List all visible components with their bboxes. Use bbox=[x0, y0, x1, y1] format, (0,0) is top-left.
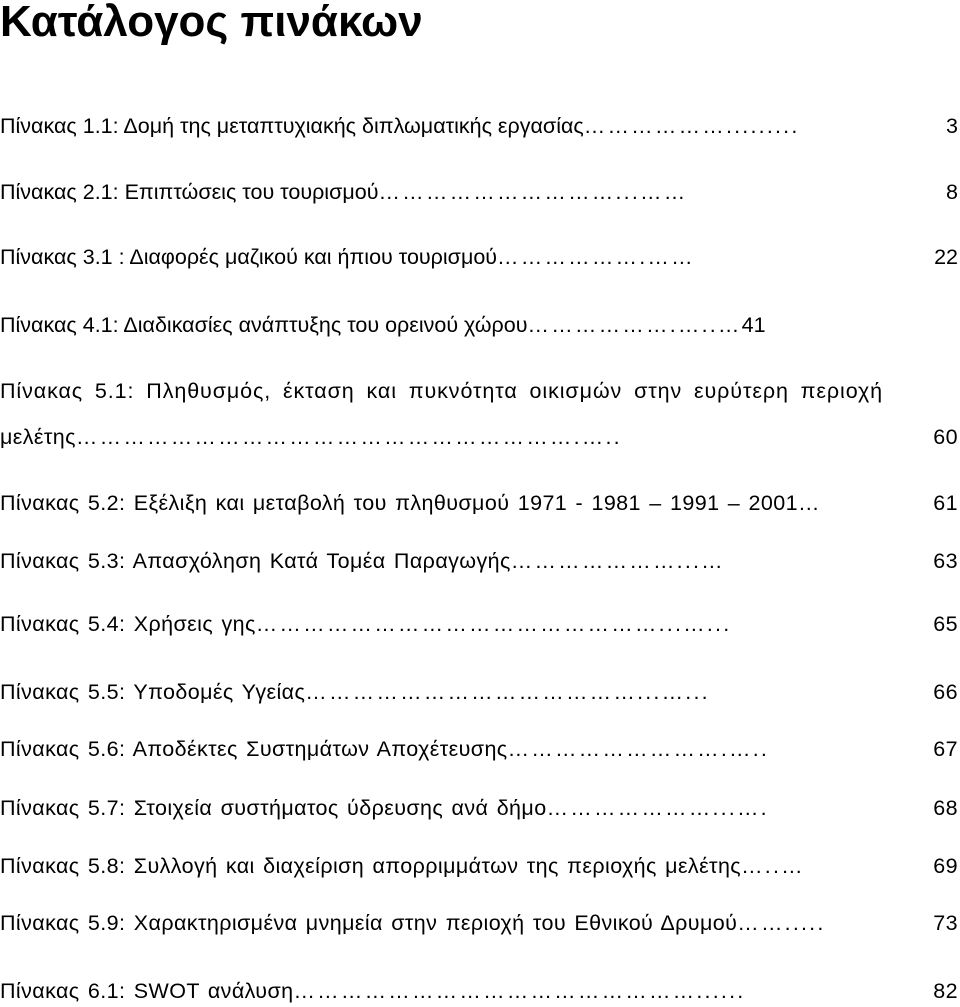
entry-label: Πίνακας 5.3: Απασχόληση Κατά Τομέα Παραγωγής bbox=[0, 549, 511, 573]
list-item-line-2 bbox=[0, 424, 958, 451]
entry-page-number: 68 bbox=[933, 796, 958, 820]
entry-dots: …………………...…. bbox=[546, 796, 769, 820]
entry-label: Πίνακας 5.7: Στοιχεία συστήματος ύδρευσης ανά δήμο bbox=[0, 796, 547, 820]
entry-dots: …………………...… bbox=[510, 549, 725, 573]
entry-dots: ……………….…… bbox=[497, 245, 695, 269]
list-item bbox=[0, 978, 958, 1005]
entry-label: Πίνακας 5.9: Χαρακτηρισμένα μνημεία στην περιοχή του Εθνικού Δρυμού bbox=[0, 911, 738, 935]
entry-page-number: 41 bbox=[741, 313, 766, 337]
entry-label: Πίνακας 3.1 : Διαφορές μαζικού και ήπιου τουρισμού bbox=[0, 245, 498, 269]
entry-label: Πίνακας 5.5: Υποδομές Υγείας bbox=[0, 680, 306, 704]
list-item bbox=[0, 611, 958, 638]
entry-dots: ……………………………………………...…... bbox=[255, 612, 732, 636]
entry-label: Πίνακας 2.1: Επιπτώσεις του τουρισμού bbox=[0, 180, 379, 204]
entry-dots: ……..... bbox=[737, 911, 826, 935]
list-item bbox=[0, 853, 958, 880]
list-item bbox=[0, 244, 958, 271]
entry-page-number: 22 bbox=[934, 245, 958, 269]
list-item bbox=[0, 312, 766, 339]
entry-dots: …………………………...…… bbox=[378, 180, 688, 204]
entry-page-number: 73 bbox=[933, 911, 958, 935]
entry-page-number: 61 bbox=[933, 491, 958, 515]
list-item bbox=[0, 113, 958, 140]
entry-page-number: 3 bbox=[946, 114, 958, 138]
list-item-line-1 bbox=[0, 378, 958, 405]
page-title: Κατάλογος πινάκων bbox=[0, 0, 423, 46]
entry-page-number: 82 bbox=[933, 979, 958, 1003]
entry-dots: ……………………………………………………….….. bbox=[75, 425, 622, 449]
entry-dots: ……………………………………………...... bbox=[293, 979, 746, 1003]
entry-page-number: 66 bbox=[933, 680, 958, 704]
list-item bbox=[0, 736, 958, 763]
entry-label: Πίνακας 4.1: Διαδικασίες ανάπτυξης του ορεινού χώρου bbox=[0, 313, 528, 337]
entry-dots: ……………………….….. bbox=[507, 737, 770, 761]
list-item bbox=[0, 490, 958, 517]
entry-label: Πίνακας 5.8: Συλλογή και διαχείριση απορριμμάτων της περιοχής μελέτης bbox=[0, 854, 742, 878]
entry-label: Πίνακας 5.1: Πληθυσμός, έκταση και πυκνότητα οικισμών στην ευρύτερη περιοχή bbox=[0, 379, 884, 403]
entry-dots: …..… bbox=[741, 854, 805, 878]
list-item bbox=[0, 179, 958, 206]
entry-page-number: 65 bbox=[933, 612, 958, 636]
entry-dots: ……………………………………...…... bbox=[305, 680, 710, 704]
entry-label: Πίνακας 1.1: Δομή της μεταπτυχιακής διπλωματικής εργασίας bbox=[0, 114, 584, 138]
entry-page-number: 67 bbox=[933, 737, 958, 761]
entry-label: Πίνακας 6.1: SWOT ανάλυση bbox=[0, 979, 294, 1003]
entry-label: Πίνακας 5.6: Αποδέκτες Συστημάτων Αποχέτευσης bbox=[0, 737, 508, 761]
list-item bbox=[0, 910, 958, 937]
entry-dots: ………………......... bbox=[583, 114, 800, 138]
entry-page-number: 69 bbox=[933, 854, 958, 878]
entry-dots: … bbox=[797, 491, 822, 515]
entry-page-number: 63 bbox=[933, 549, 958, 573]
list-item bbox=[0, 548, 958, 575]
entry-label: Πίνακας 5.4: Χρήσεις γης bbox=[0, 612, 256, 636]
entry-label: Πίνακας 5.2: Εξέλιξη και μεταβολή του πληθυσμού 1971 - 1981 – 1991 – 2001 bbox=[0, 491, 798, 515]
list-item bbox=[0, 679, 958, 706]
entry-page-number: 8 bbox=[946, 180, 958, 204]
list-item bbox=[0, 795, 958, 822]
entry-page-number: 60 bbox=[933, 425, 958, 449]
entry-label: μελέτης bbox=[0, 425, 76, 449]
entry-dots: ……………….…..… bbox=[527, 313, 742, 337]
